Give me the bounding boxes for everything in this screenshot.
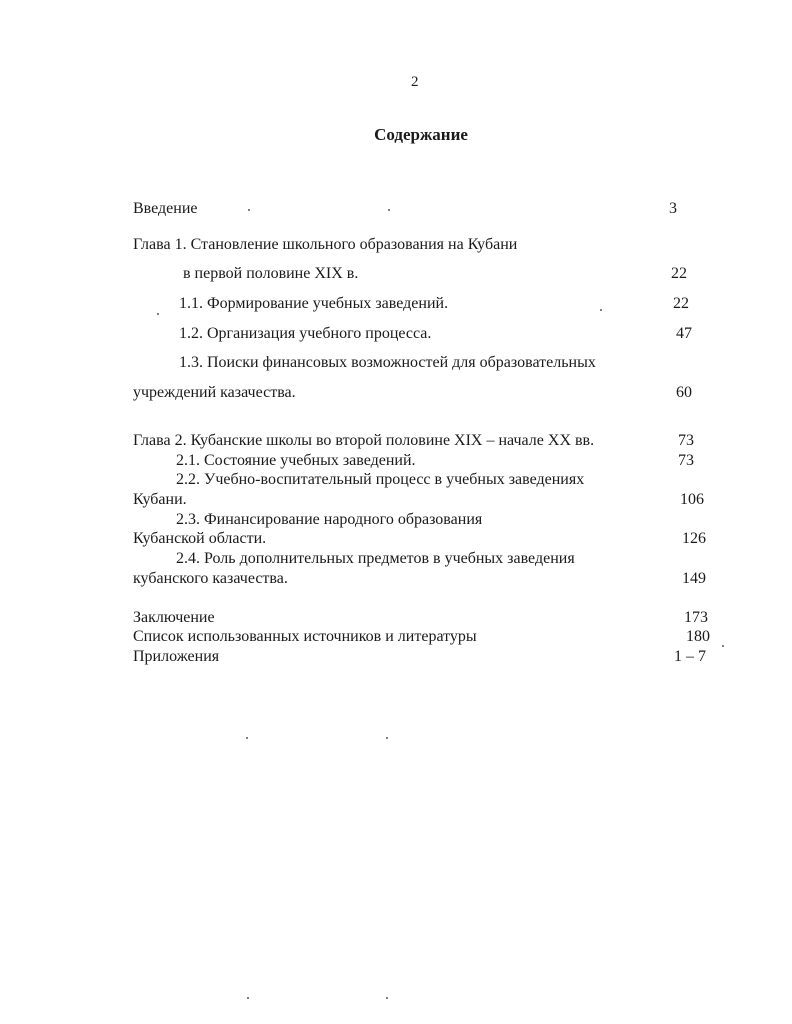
toc-entry-chapter-1: Глава 1. Становление школьного образования на Кубани (133, 236, 518, 253)
toc-entry-chapter-2: Глава 2. Кубанские школы во второй половине XIX – начале XX вв. (133, 432, 595, 449)
toc-entry-2-2: 2.2. Учебно-воспитательный процесс в учебных заведениях (176, 471, 585, 488)
toc-entry-chapter-1-cont: в первой половине XIX в. (183, 265, 359, 282)
toc-entry-2-2-cont: Кубани. (133, 491, 187, 508)
toc-page-appendices: 1 – 7 (674, 648, 706, 665)
scan-speck (388, 209, 390, 211)
toc-entry-1-3-cont: учреждений казачества. (133, 384, 296, 401)
toc-entry-conclusion: Заключение (133, 609, 215, 626)
scan-speck (722, 645, 724, 647)
toc-page-1-1: 22 (673, 295, 689, 312)
toc-entry-2-3-cont: Кубанской области. (133, 530, 267, 547)
scan-speck (386, 997, 388, 999)
toc-page-1-3: 60 (676, 384, 692, 401)
toc-entry-2-1: 2.1. Состояние учебных заведений. (176, 452, 416, 469)
toc-entry-2-3: 2.3. Финансирование народного образования (176, 511, 483, 528)
toc-entry-2-4: 2.4. Роль дополнительных предметов в учебных заведения (176, 550, 575, 567)
scan-speck (247, 997, 249, 999)
toc-page-chapter-1: 22 (671, 265, 687, 282)
toc-entry-appendices: Приложения (133, 648, 220, 665)
scan-speck (600, 309, 602, 311)
toc-entry-introduction: Введение (133, 200, 198, 217)
toc-page-1-2: 47 (676, 325, 692, 342)
toc-page-2-2: 106 (680, 491, 704, 508)
toc-entry-1-3: 1.3. Поиски финансовых возможностей для образовательных (179, 354, 596, 371)
toc-entry-1-1: 1.1. Формирование учебных заведений. (179, 295, 449, 312)
scan-speck (248, 209, 250, 211)
toc-page-2-3: 126 (682, 530, 706, 547)
toc-entry-1-2: 1.2. Организация учебного процесса. (179, 325, 432, 342)
scan-speck (157, 313, 159, 315)
toc-entry-2-4-cont: кубанского казачества. (133, 570, 288, 587)
toc-page-bibliography: 180 (686, 628, 710, 645)
toc-page-chapter-2: 73 (678, 432, 694, 449)
page-number: 2 (411, 74, 419, 90)
toc-entry-bibliography: Список использованных источников и литературы (133, 628, 477, 645)
scan-speck (246, 737, 248, 739)
scan-speck (386, 737, 388, 739)
toc-page-2-4: 149 (682, 570, 706, 587)
toc-page-introduction: 3 (669, 200, 677, 217)
toc-page-2-1: 73 (678, 452, 694, 469)
page-title: Содержание (374, 125, 468, 144)
toc-page-conclusion: 173 (684, 609, 708, 626)
